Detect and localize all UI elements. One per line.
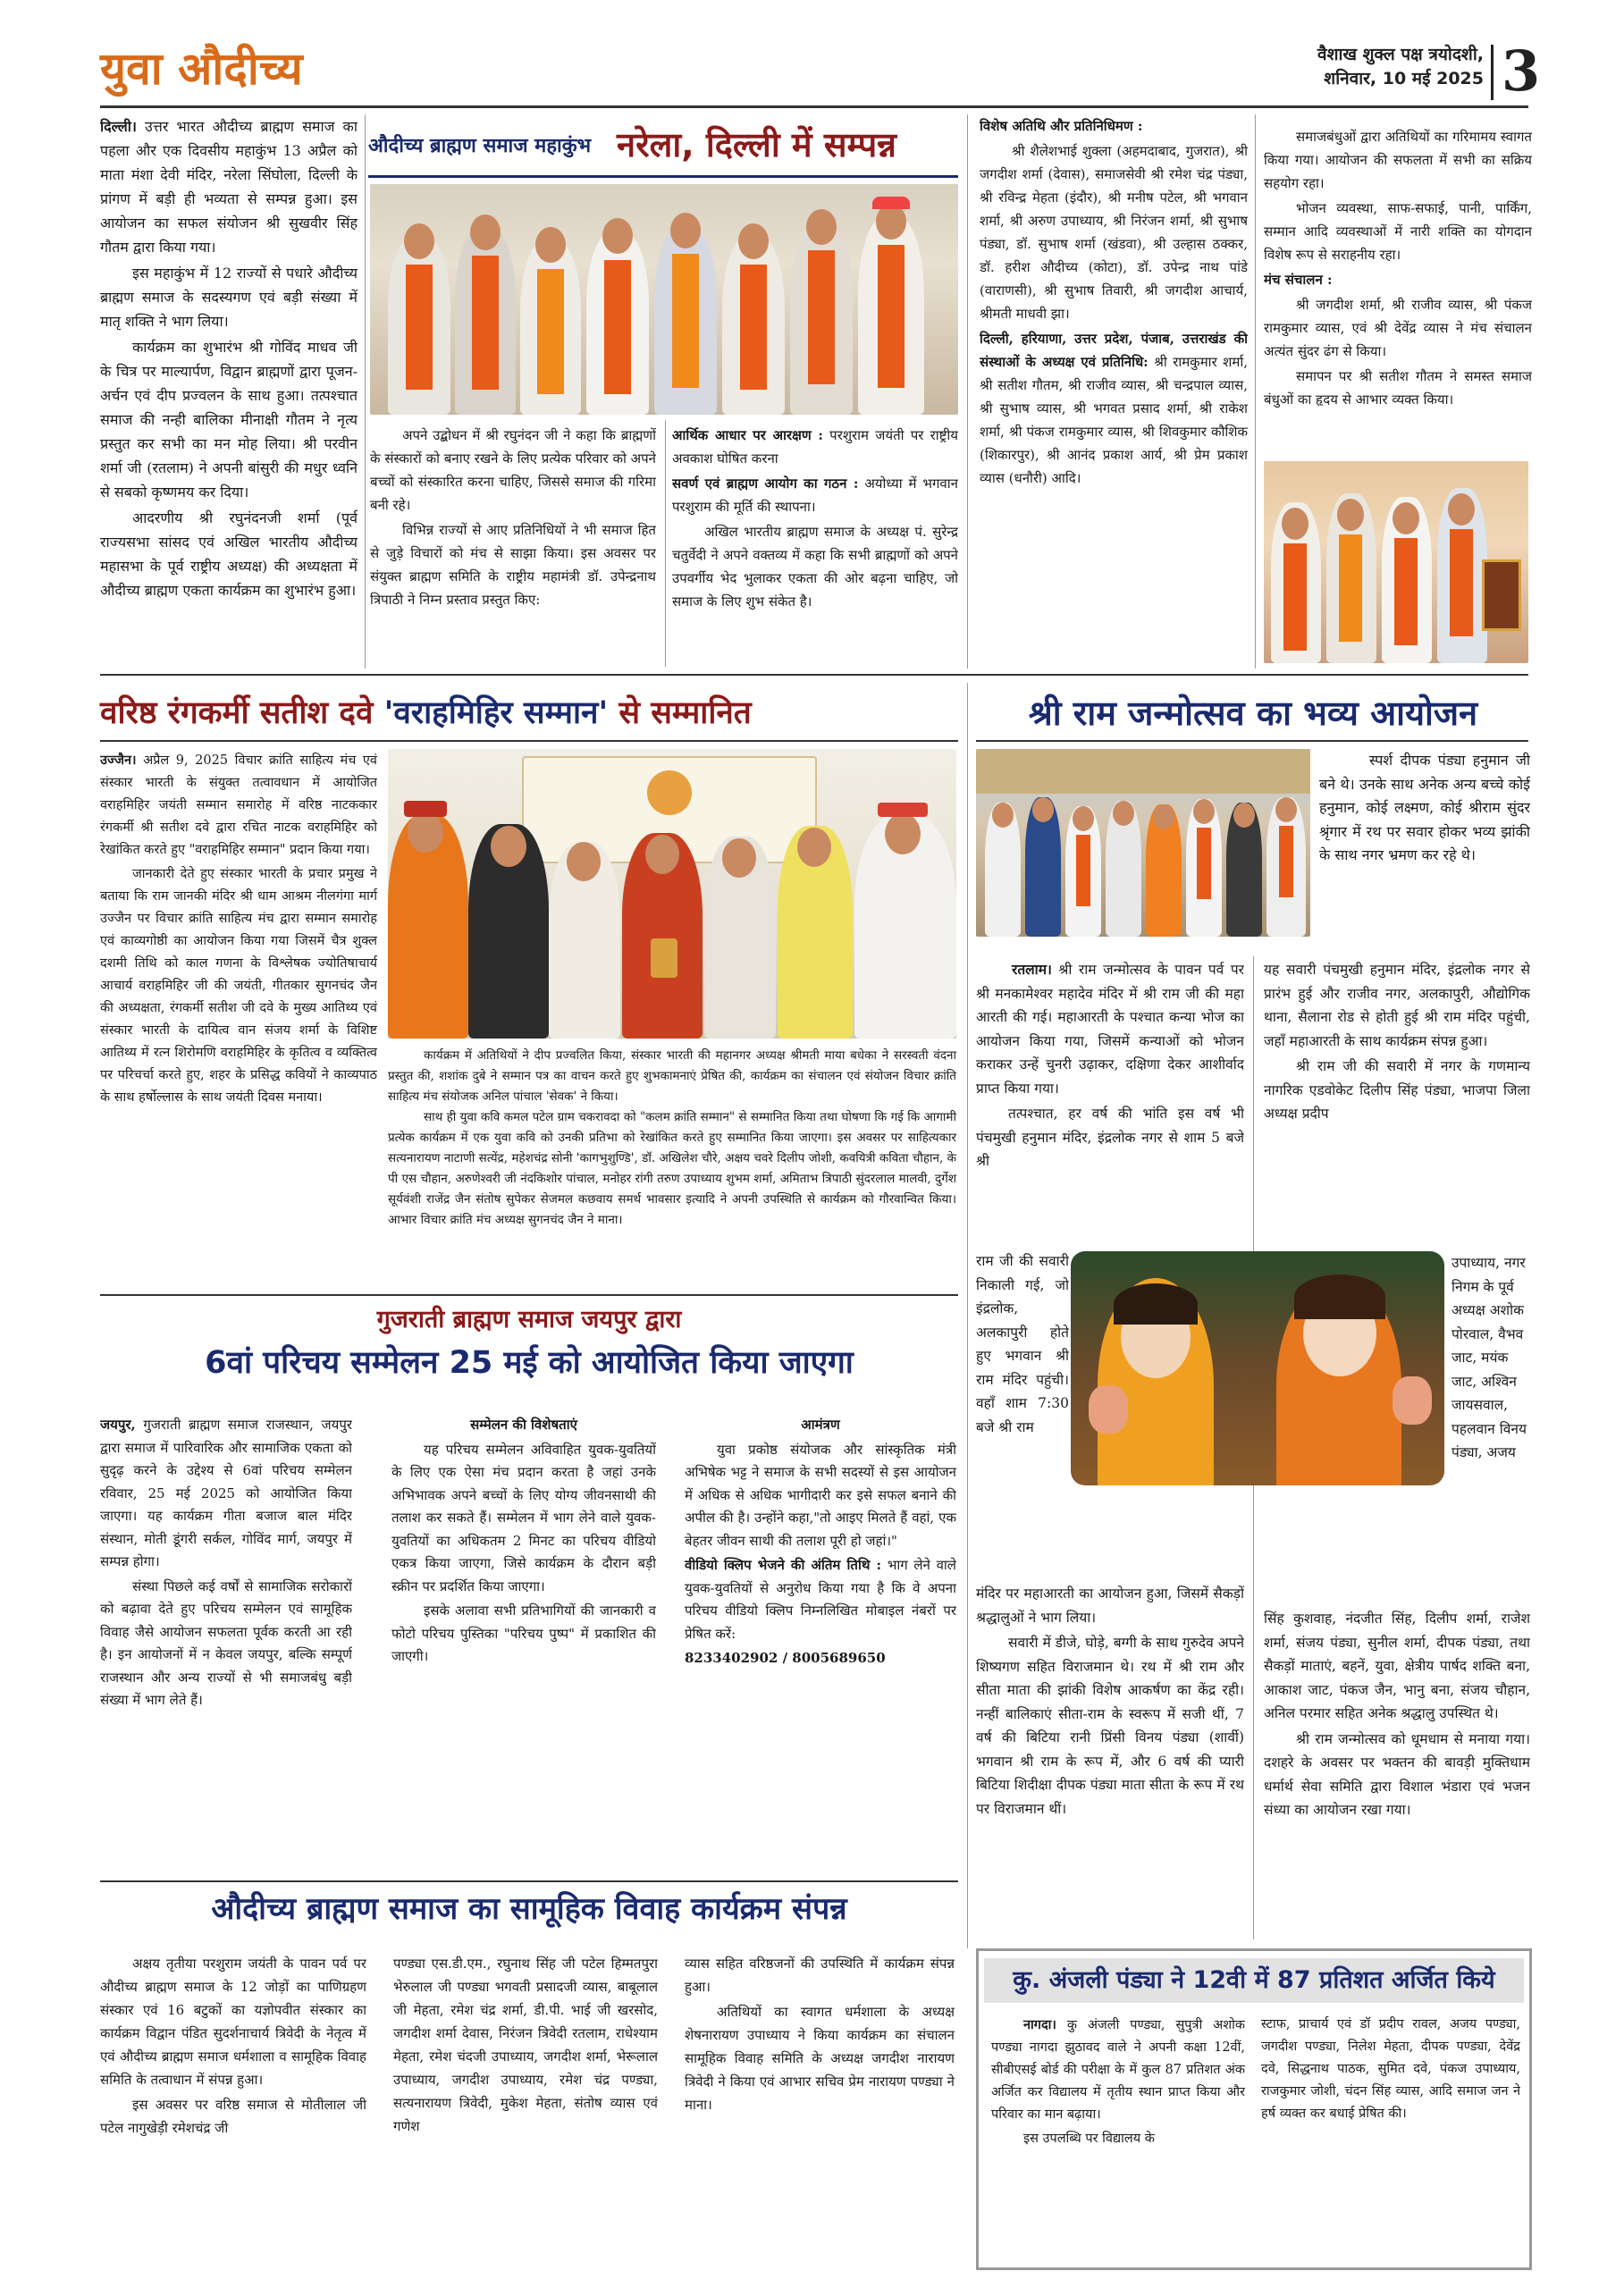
paragraph: कु अंजली पण्ड्या, सुपुत्री अशोक पण्ड्या नागदा झुठावद वाले ने अपनी कक्षा 12वीं, सीबीएसई बोर्ड की परीक्षा के में कुल 87 प्रतिशत अंक अर्जित कर विद्यालय में तृतीय स्थान प्राप्त किया और परिवार का मान बढ़ाया। [991, 2018, 1245, 2122]
column-rule [365, 114, 366, 669]
story3-col3 [685, 1414, 956, 1873]
paragraph: पण्ड्या एस.डी.एम., रघुनाथ सिंह जी पटेल हिम्मतपुरा भेरुलाल जी पण्ड्या भगवती प्रसादजी व्यास, बाबूलाल जी मेहता, रमेश चंद्र शर्मा, डी.पी. भाई जी खरसोद, जगदीश शर्मा देवास, निरंजन त्रिवेदी रतलाम, राधेश्याम मेहता, रमेश चंदजी उपाध्याय, जगदीश शर्मा, भेरूलाल उपाध्याय, जगदीश उपाध्याय, रमेश चंद्र पण्ड्या, सत्यनारायण त्रिवेदी, मुकेश मेहता, संतोष व्यास एवं गणेश [393, 1956, 658, 2134]
paragraph: समाजबंधुओं द्वारा अतिथियों का गरिमामय स्वागत किया गया। आयोजन की सफलता में सभी का सक्रिय सहयोग रहा। [1264, 129, 1532, 191]
story4-col3 [685, 1952, 955, 2270]
story6-col1 [991, 2014, 1245, 2264]
story5-col1 [976, 958, 1244, 1249]
story1-headline-rule [368, 175, 958, 178]
paragraph: संस्था पिछले कई वर्षों से सामाजिक सरोकारों को बढ़ावा देते हुए परिचय सम्मेलन एवं सामूहिक विवाह जैसे आयोजन सफलता पूर्वक करती आ रही है। इन आयोजनों में न केवल जयपुर, बल्कि सम्पूर्ण राजस्थान और अन्य राज्यों से भी समाजबंधु बड़ी संख्या में भाग लेते हैं। [100, 1577, 352, 1708]
caption-paragraph: साथ ही युवा कवि कमल पटेल ग्राम चकरावदा को "कलम क्रांति सम्मान" से सम्मानित किया तथा घोषणा कि गई कि आगामी प्रत्येक कार्यक्रम में एक युवा कवि को उनकी प्रतिभा को रेखांकित करते हुए सम्मानित किया जाएगा। इस अवसर पर साहित्यकार सत्यनारायण नाटाणी सत्येंद्र, महेशचंद्र सोनी 'कागभुशुण्डि', डॉ. अखिलेश चौरे, अक्षय चवरे दिलीप जोशी, कवयित्री कविता चौहान, के पी एस चौहान, अरुणेश्वरी जी नंदकिशोर पांचाल, मनोहर रांगी तरुण उपाध्याय शुभम शर्मा, अमिताभ त्रिपाठी सुंदरलाल मालवी, दुर्गेश सूर्यवंशी राजेंद्र जैन संतोष सुपेकर सेजमल कछवाय समर्थ भावसार इत्यादि ने अपनी उपस्थिति से कार्यक्रम को गौरवान्वित किया। आभार विचार क्रांति मंच अध्यक्ष सुगनचंद जैन ने माना। [388, 1110, 956, 1227]
page-number: 3 [1502, 38, 1541, 104]
subhead: मंच संचालन : [1264, 272, 1333, 288]
story1-side-photo [1264, 461, 1528, 663]
paragraph: मंदिर पर महाआरती का आयोजन हुआ, जिसमें सैकड़ों श्रद्धालुओं ने भाग लिया। [976, 1586, 1244, 1626]
paragraph: अखिल भारतीय ब्राह्मण समाज के अध्यक्ष पं. सुरेन्द्र चतुर्वेदी ने अपने वक्तव्य में कहा कि सभी ब्राह्मणों को अपने उपवर्गीय भेद भुलाकर एकता की ओर बढ़ना चाहिए, जो समाज के लिए शुभ संकेत है। [672, 524, 958, 610]
paragraph: कार्यक्रम का शुभारंभ श्री गोविंद माधव जी के चित्र पर माल्यार्पण, विद्वान ब्राह्मणों द्वारा पूजन-अर्चन एवं दीप प्रज्वलन के साथ हुआ। तत्पश्चात समाज की नन्ही बालिका मीनाक्षी गौतम ने नृत्य प्रस्तुत कर सभी का मन मोह लिया। श्री परवीन शर्मा जी (रतलाम) ने अपनी बांसुरी की मधुर ध्वनि से सबको कृष्णमय कर दिया। [100, 339, 358, 500]
story4-headline: औदीच्य ब्राह्मण समाज का सामूहिक विवाह कार्यक्रम संपन्न [211, 1891, 847, 1927]
paragraph: श्री राम जी की सवारी में नगर के गणमान्य नागरिक एडवोकेट दिलीप सिंह पंड्या, भाजपा जिला अध्यक्ष प्रदीप [1264, 1058, 1530, 1122]
paragraph: श्री रामकुमार शर्मा, श्री सतीश गौतम, श्री राजीव व्यास, श्री चन्द्रपाल व्यास, श्री सुभाष व्यास, श्री भगवत प्रसाद शर्मा, श्री राकेश शर्मा, श्री पंकज रामकुमार व्यास, श्री शिवकुमार कौशिक (शिकारपुर), श्री आनंद प्रकाश आर्य, श्री प्रेम प्रकाश व्यास (धनौरी) आदि। [980, 354, 1248, 486]
story1-kicker: औदीच्य ब्राह्मण समाज महाकुंभ [368, 135, 592, 157]
story1-col4 [980, 114, 1248, 667]
headline-rule [100, 740, 958, 742]
subhead: सवर्ण एवं ब्राह्मण आयोग का गठन : [672, 475, 859, 492]
column-rule [1255, 114, 1256, 669]
story5-col1-bottom [976, 1582, 1244, 1941]
story5-intro [1319, 749, 1530, 940]
story5-children-photo [1071, 1251, 1444, 1485]
subhead: सम्मेलन की विशेषताएं [470, 1417, 577, 1433]
subhead: आर्थिक आधार पर आरक्षण : [672, 427, 823, 443]
story1-col5 [1264, 125, 1532, 461]
paragraph: राम जी की सवारी निकाली गई, जो इंद्रलोक, अलकापुरी होते हुए भगवान श्री राम मंदिर पहुंची। वहाँ शाम 7:30 बजे श्री राम [976, 1253, 1069, 1435]
headline-rule [976, 740, 1528, 742]
section-rule [100, 674, 1528, 676]
paragraph: युवा प्रकोष्ठ संयोजक और सांस्कृतिक मंत्री अभिषेक भट्ट ने समाज के सभी सदस्यों से इस आयोजन में अधिक से अधिक भागीदारी कर इसे सफल बनाने की अपील की है। उन्होंने कहा,"तो आइए मिलते हैं वहां, एक बेहतर जीवन साथी की तलाश पूरी हो जहां।" [685, 1441, 956, 1549]
paragraph: इसके अलावा सभी प्रतिभागियों की जानकारी व फोटो परिचय पुस्तिका "परिचय पुष्प" में प्रकाशित की जाएगी। [391, 1602, 656, 1664]
story5-col1-narrow [976, 1249, 1069, 1582]
story4-col2 [393, 1952, 658, 2270]
story2-caption [388, 1046, 956, 1273]
paragraph: इस उपलब्धि पर विद्यालय के [1023, 2132, 1155, 2146]
paragraph: समापन पर श्री सतीश गौतम ने समस्त समाज बंधुओं का हृदय से आभार व्यक्त किया। [1264, 368, 1532, 408]
dateline: उज्जैन। [100, 753, 137, 768]
column-rule [967, 114, 968, 669]
paragraph: अपने उद्बोधन में श्री रघुनंदन जी ने कहा कि ब्राह्मणों के संस्कारों को बनाए रखने के लिए प्रत्येक परिवार को अपने बच्चों को संस्कारित करना चाहिए, जिससे समाज की गरिमा बनी रहे। [370, 427, 656, 513]
dateline: नागदा। [1023, 2017, 1056, 2032]
story1-col2 [370, 424, 656, 663]
paragraph: गुजराती ब्राह्मण समाज राजस्थान, जयपुर द्वारा समाज में पारिवारिक और सामाजिक एकता को सुदृढ़ करने के उद्देश्य से 6वां परिचय सम्मेलन रविवार, 25 मई 2025 को आयोजित किया जाएगा। यह कार्यक्रम गीता बजाज बाल मंदिर संस्थान, मोती डूंगरी सर्कल, गोविंद मार्ग, जयपुर में सम्पन्न होगा। [100, 1417, 352, 1569]
paragraph: स्टाफ, प्राचार्य एवं डॉ प्रदीप रावल, अजय पण्ड्या, जगदीश पण्ड्या, निलेश मेहता, दीपक पण्ड्या, देवेंद्र दवे, सिद्धनाथ पाठक, सुमित दवे, पंकज उपाध्याय, राजकुमार जोशी, चंदन सिंह व्यास, आदि समाज जन ने हर्ष व्यक्त कर बधाई प्रेषित की। [1261, 2017, 1520, 2121]
date-line-2: शनिवार, 10 मई 2025 [1324, 69, 1484, 88]
masthead-date [1269, 43, 1484, 91]
phone-numbers: 8233402902 / 8005689650 [685, 1650, 886, 1666]
paragraph: व्यास सहित वरिष्ठजनों की उपस्थिति में कार्यक्रम संपन्न हुआ। [685, 1956, 955, 1995]
caption-paragraph: कार्यक्रम में अतिथियों ने दीप प्रज्वलित किया, संस्कार भारती की महानगर अध्यक्ष श्रीमती माया बधेका ने सरस्वती वंदना प्रस्तुत की, शशांक दुबे ने सम्मान पत्र का वाचन करते हुए शुभकामनाएं प्रेषित की, कार्यक्रम का संचालन एवं संयोजन विचार क्रांति साहित्य मंच संयोजक अनिल पांचाल 'सेवक' ने किया। [388, 1048, 956, 1104]
story5-headline: श्री राम जन्मोत्सव का भव्य आयोजन [1028, 694, 1478, 733]
story1-headline [368, 127, 958, 173]
story1-group-photo [370, 184, 958, 415]
story2-photo [388, 749, 956, 1039]
column-rule [967, 683, 968, 1948]
subhead: दिल्ली, हरियाणा, उत्तर प्रदेश, पंजाब, उत्तराखंड की संस्थाओं के अध्यक्ष एवं प्रतिनिधि: [980, 331, 1248, 370]
story6-box [976, 1948, 1532, 2270]
paragraph: आदरणीय श्री रघुनंदनजी शर्मा (पूर्व राज्यसभा सांसद एवं अखिल भारतीय औदीच्य महासभा के पूर्व राष्ट्रीय अध्यक्ष) की अध्यक्षता में औदीच्य ब्राह्मण एकता कार्यक्रम का शुभारंभ हुआ। [100, 509, 358, 599]
story3-kicker: गुजराती ब्राह्मण समाज जयपुर द्वारा [376, 1306, 682, 1333]
paragraph: श्री जगदीश शर्मा, श्री राजीव व्यास, श्री पंकज रामकुमार व्यास, एवं श्री देवेंद्र व्यास ने मंच संचालन अत्यंत सुंदर ढंग से किया। [1264, 297, 1532, 359]
paragraph: इस अवसर पर वरिष्ठ समाज से मोतीलाल जी पटेल नागुखेड़ी रमेशचंद्र जी [100, 2097, 366, 2136]
story5-procession-photo [976, 749, 1310, 937]
story3-col2 [391, 1414, 656, 1873]
paragraph: इस महाकुंभ में 12 राज्यों से पधारे औदीच्य ब्राह्मण समाज के सदस्यगण एवं बड़ी संख्या में मातृ शक्ति ने भाग लिया। [100, 265, 358, 330]
headline-part: 'वराहमिहिर सम्मान' [383, 695, 609, 731]
masthead-title: युवा औदीच्य [100, 42, 303, 95]
date-line-1: वैशाख शुक्ल पक्ष त्रयोदशी, [1317, 45, 1484, 64]
story5-col2-bottom [1264, 1607, 1530, 1941]
masthead-divider [1491, 45, 1494, 100]
subhead: विशेष अतिथि और प्रतिनिधिमण : [980, 118, 1143, 134]
paragraph: स्पर्श दीपक पंड्या हनुमान जी बने थे। उनके साथ अनेक अन्य बच्चे कोई हनुमान, कोई लक्ष्मण, कोई श्रीराम सुंदर श्रृंगार में रथ पर सवार होकर भव्य झांकी के साथ नगर भ्रमण कर रहे थे। [1319, 752, 1530, 863]
story5-col2 [1264, 958, 1530, 1251]
story3-headline: 6वां परिचय सम्मेलन 25 मई को आयोजित किया जाएगा [205, 1345, 854, 1381]
paragraph: अप्रैल 9, 2025 विचार क्रांति साहित्य मंच एवं संस्कार भारती के संयुक्त तत्वावधान में आयोजित वराहमिहिर जयंती सम्मान समारोह में वरिष्ठ नाटककार रंगकर्मी श्री सतीश दवे द्वारा रचित नाटक वराहमिहिर को रेखांकित करते हुए "वराहमिहिर सम्मान" प्रदान किया गया। [100, 753, 377, 857]
dateline: रतलाम। [1012, 961, 1052, 978]
paragraph: अक्षय तृतीया परशुराम जयंती के पावन पर्व पर औदीच्य ब्राह्मण समाज के 12 जोड़ों का पाणिग्रहण संस्कार एवं 16 बटुकों का यज्ञोपवीत संस्कार का कार्यक्रम विद्वान पंडित सुदर्शनाचार्य त्रिवेदी के नेतृत्व में एवं औदीच्य ब्राह्मण समाज धर्मशाला व सामूहिक विवाह समिति के तत्वाधान में संपन्न हुआ। [100, 1956, 366, 2088]
section-rule [100, 1294, 958, 1296]
paragraph: सवारी में डीजे, घोड़े, बग्गी के साथ गुरुदेव अपने शिष्यगण सहित विराजमान थे। रथ में श्री राम और सीता माता की झांकी विशेष आकर्षण का केंद्र रही। नन्हीं बालिकाएं सीता-राम के स्वरूप में सजी थीं, 7 वर्ष की बिटिया रानी प्रिंसी विनय पंड्या (शार्वी) भगवान श्री राम के रूप में, और 6 वर्ष की प्यारी बिटिया शिदीक्षा दीपक पंड्या माता सीता के रूप में रथ पर विराजमान थीं। [976, 1635, 1244, 1817]
paragraph: उत्तर भारत औदीच्य ब्राह्मण समाज का पहला और एक दिवसीय महाकुंभ 13 अप्रैल को माता मंशा देवी मंदिर, नरेला सिंघोला, दिल्ली के प्रांगण में बड़ी ही भव्यता से सम्पन्न हुआ। इस आयोजन का सफल संयोजन श्री सुखवीर सिंह गौतम द्वारा किया गया। [100, 118, 358, 256]
dateline: दिल्ली। [100, 118, 137, 135]
paragraph: अयोध्या में भगवान परशुराम की मूर्ति की स्थापना। [672, 475, 958, 515]
headline-part: से सम्मानित [608, 695, 752, 731]
story4-col1 [100, 1952, 366, 2270]
story6-headline: कु. अंजली पंड्या ने 12वी में 87 प्रतिशत अर्जित किये [984, 1958, 1524, 2003]
column-rule [665, 420, 666, 667]
story5-col2-narrow [1452, 1251, 1530, 1607]
paragraph: भोजन व्यवस्था, साफ-सफाई, पानी, पार्किंग, सम्मान आदि व्यवस्थाओं में नारी शक्ति का योगदान विशेष रूप से सराहनीय रहा। [1264, 200, 1532, 263]
paragraph: भाग लेने वाले युवक-युवतियों से अनुरोध किया गया है कि वे अपना परिचय वीडियो क्लिप निम्नलिखित मोबाइल नंबरों पर प्रेषित करें: [685, 1557, 956, 1642]
paragraph: उपाध्याय, नगर निगम के पूर्व अध्यक्ष अशोक पोरवाल, वैभव जाट, मयंक जाट, अश्विन जायसवाल, पहलवान विनय पंड्या, अजय [1452, 1255, 1527, 1460]
story1-col3 [672, 424, 958, 663]
story1-title: नरेला, दिल्ली में सम्पन्न [617, 125, 896, 164]
paragraph: तत्पश्चात, हर वर्ष की भांति इस वर्ष भी पंचमुखी हनुमान मंदिर, इंद्रलोक नगर से शाम 5 बजे श्री [976, 1106, 1244, 1169]
paragraph: श्री राम जन्मोत्सव को धूमधाम से मनाया गया। दशहरे के अवसर पर भक्तन की बावड़ी मुक्तिधाम धर्मार्थ सेवा समिति द्वारा विशाल भंडारा एवं भजन संध्या का आयोजन रखा गया। [1264, 1730, 1530, 1818]
paragraph: यह परिचय सम्मेलन अविवाहित युवक-युवतियों के लिए एक ऐसा मंच प्रदान करता है जहां उनके अभिभावक अपने बच्चों के लिए योग्य जीवनसाथी की तलाश कर सकते हैं। सम्मेलन में भाग लेने वाले युवक-युवतियों का अधिकतम 2 मिनट का परिचय वीडियो एकत्र किया जाएगा, जिसे कार्यक्रम के दौरान बड़ी स्क्रीन पर प्रदर्शित किया जाएगा। [391, 1441, 656, 1594]
paragraph: विभिन्न राज्यों से आए प्रतिनिधियों ने भी समाज हित से जुड़े विचारों को मंच से साझा किया। इस अवसर पर संयुक्त ब्राह्मण समिति के राष्ट्रीय महामंत्री डॉ. उपेन्द्रनाथ त्रिपाठी ने निम्न प्रस्ताव प्रस्तुत किए: [370, 522, 656, 608]
paragraph: परशुराम जयंती पर राष्ट्रीय अवकाश घोषित करना [672, 427, 958, 467]
story1-col1 [100, 114, 358, 667]
paragraph: अतिथियों का स्वागत धर्मशाला के अध्यक्ष शेषनारायण उपाध्याय ने किया कार्यक्रम का संचालन सामूहिक विवाह समिति के अध्यक्ष जगदीश नारायण त्रिवेदी ने किया एवं आभार सचिव प्रेम नारायण पण्ड्या ने माना। [685, 2004, 955, 2113]
paragraph: जानकारी देते हुए संस्कार भारती के प्रचार प्रमुख ने बताया कि राम जानकी मंदिर श्री धाम आश्रम नीलगंगा मार्ग उज्जैन पर विचार क्रांति साहित्य मंच द्वारा सम्मान समारोह एवं काव्यगोष्ठी का आयोजन किया गया जिसमें चैत्र शुक्ल दशमी तिथि को काल गणना के विश्लेषक ज्योतिषाचार्य आचार्य वराहमिहिर जी की जयंती, गीतकार सुगनचंद जैन की अध्यक्षता, रंगकर्मी सतीश जी दवे के मुख्य आतिथ्य एवं संस्कार भारती के दायित्व वान संजय शर्मा के विशिष्ट आतिथ्य में रत्न शिरोमणि वराहमिहिर के कृतित्व व व्यक्तित्व पर परिचर्चा करते हुए, शहर के प्रसिद्ध कवियों ने काव्यपाठ के साथ हर्षोल्लास के साथ जयंती दिवस मनाया। [100, 867, 377, 1105]
dateline: जयपुर, [100, 1417, 136, 1433]
subhead: वीडियो क्लिप भेजने की अंतिम तिथि : [685, 1557, 882, 1573]
masthead-rule [100, 105, 1528, 108]
paragraph: यह सवारी पंचमुखी हनुमान मंदिर, इंद्रलोक नगर से प्रारंभ हुई और राजीव नगर, अलकापुरी, औद्योगिक थाना, सैलाना रोड से होती हुई श्री राम मंदिर पहुंची, जहाँ महाआरती के साथ कार्यक्रम संपन्न हुआ। [1264, 962, 1530, 1049]
paragraph: श्री शैलेशभाई शुक्ला (अहमदाबाद, गुजरात), श्री जगदीश शर्मा (देवास), समाजसेवी श्री रमेश चंद्र पंड्या, श्री रविन्द्र मेहता (इंदौर), श्री मनीष पटेल, श्री भगवान शर्मा, श्री अरुण उपाध्याय, श्री निरंजन शर्मा, श्री सुभाष पंड्या, डॉ. सुभाष शर्मा (खंडवा), श्री उल्हास ठक्कर, डॉ. हरीश औदीच्य (कोटा), डॉ. उपेन्द्र नाथ पांडे (वाराणसी), श्री सुभाष तिवारी, श्री जगदीश आचार्य, श्रीमती माधवी झा। [980, 143, 1248, 322]
section-rule [100, 1880, 958, 1882]
paragraph: श्री राम जन्मोत्सव के पावन पर्व पर श्री मनकामेश्वर महादेव मंदिर में श्री राम जी की महा आरती की गई। महाआरती के पश्चात कन्या भोज का आयोजन किया गया, जिसमें कन्याओं को भोजन कराकर उन्हें चुनरी उढ़ाकर, दक्षिणा देकर आशीर्वाद प्राप्त किया गया। [976, 962, 1244, 1097]
story2-text [100, 749, 377, 1274]
story2-headline [100, 688, 958, 738]
story3-col1 [100, 1414, 352, 1873]
story6-col2 [1261, 2014, 1520, 2264]
subhead: आमंत्रण [801, 1417, 840, 1433]
paragraph: सिंह कुशवाह, नंदजीत सिंह, दिलीप शर्मा, राजेश शर्मा, संजय पंड्या, सुनील शर्मा, दीपक पंड्या, तथा सैकड़ों माताएं, बहनें, युवा, क्षेत्रीय पार्षद शक्ति बना, आकाश जाट, पंकज जैन, भानु बना, संजय चौहान, अनिल परमार सहित अनेक श्रद्धालु उपस्थित थे। [1264, 1611, 1530, 1721]
headline-part: वरिष्ठ रंगकर्मी सतीश दवे [100, 695, 384, 731]
